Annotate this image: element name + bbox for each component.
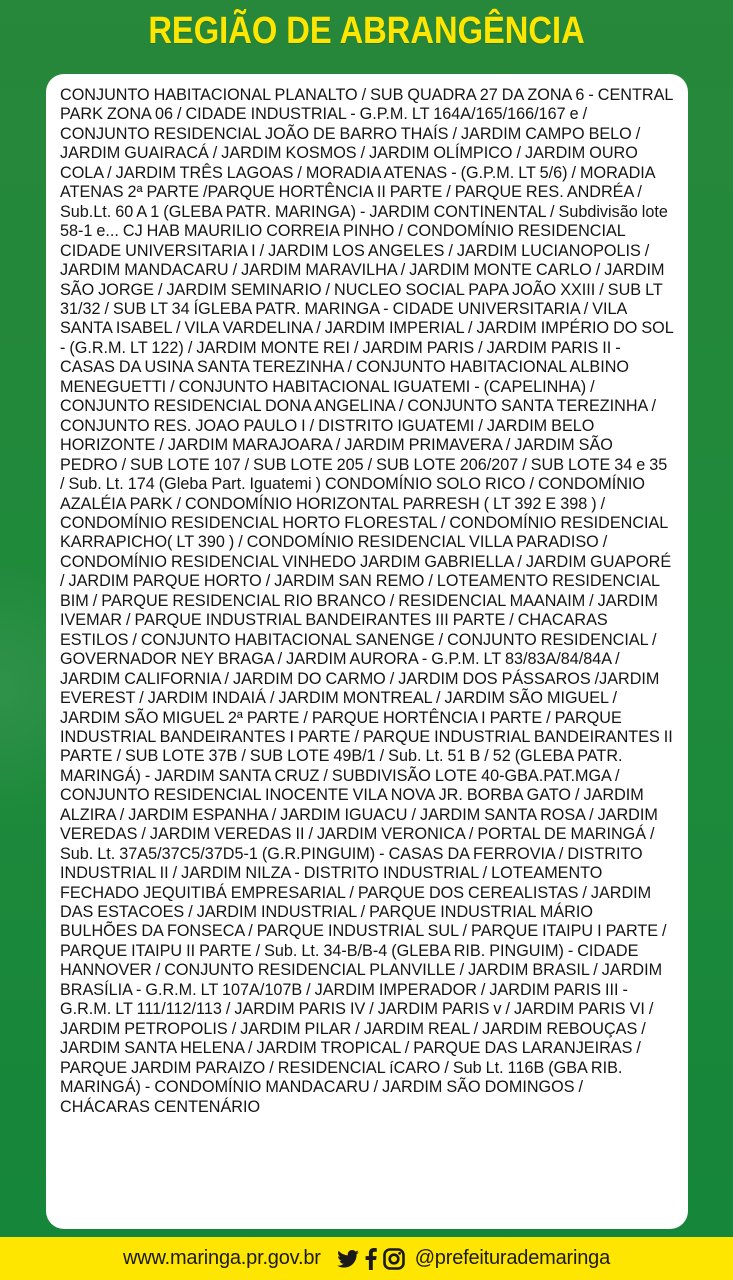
website-link[interactable]: www.maringa.pr.gov.br bbox=[122, 1247, 321, 1269]
page-title: REGIÃO DE ABRANGÊNCIA bbox=[148, 10, 585, 52]
twitter-icon[interactable] bbox=[337, 1250, 359, 1268]
social-handle[interactable]: @prefeiturademaringa bbox=[414, 1247, 611, 1269]
coverage-area-card bbox=[46, 74, 688, 1229]
social-icons bbox=[337, 1248, 405, 1270]
instagram-icon[interactable] bbox=[383, 1248, 405, 1270]
facebook-icon[interactable] bbox=[365, 1248, 377, 1270]
footer-bar bbox=[0, 1237, 733, 1280]
coverage-area-list: CONJUNTO HABITACIONAL PLANALTO / SUB QUADRA 27 DA ZONA 6 - CENTRAL PARK ZONA 06 / CIDADE INDUSTRIAL - G.P.M. LT 164A/165/166/167 e / CONJUNTO RESIDENCIAL JOÃO DE BARRO THAÍS / JARDIM CAMPO BELO / JARDIM GUAIRACÁ / JARDIM KOSMOS / JARDIM OLÍMPICO / JARDIM OURO COLA / JARDIM TRÊS LAGOAS / MORADIA ATENAS - (G.P.M. LT 5/6) / MORADIA ATENAS 2ª PARTE /PARQUE HORTÊNCIA II PARTE / PARQUE RES. ANDRÉA / Sub.Lt. 60 A 1 (GLEBA PATR. MARINGA) - JARDIM CONTINENTAL / Subdivisão lote 58-1 e... CJ HAB MAURILIO CORREIA PINHO / CONDOMÍNIO RESIDENCIAL CIDADE UNIVERSITARIA I / JARDIM LOS ANGELES / JARDIM LUCIANOPOLIS / JARDIM MANDACARU / JARDIM MARAVILHA / JARDIM MONTE CARLO / JARDIM SÃO JORGE / JARDIM SEMINARIO / NUCLEO SOCIAL PAPA JOÃO XXIII / SUB LT 31/32 / SUB LT 34 ÍGLEBA PATR. MARINGA - CIDADE UNIVERSITARIA / VILA SANTA ISABEL / VILA VARDELINA / JARDIM IMPERIAL / JARDIM IMPÉRIO DO SOL - (G.R.M. LT 122) / JARDIM MONTE REI / JARDIM PARIS / JARDIM PARIS II - CASAS DA USINA SANTA TEREZINHA / CONJUNTO HABITACIONAL ALBINO MENEGUETTI / CONJUNTO HABITACIONAL IGUATEMI - (CAPELINHA) / CONJUNTO RESIDENCIAL DONA ANGELINA / CONJUNTO SANTA TEREZINHA / CONJUNTO RES. JOAO PAULO I / DISTRITO IGUATEMI / JARDIM BELO HORIZONTE / JARDIM MARAJOARA / JARDIM PRIMAVERA / JARDIM SÃO PEDRO / SUB LOTE 107 / SUB LOTE 205 / SUB LOTE 206/207 / SUB LOTE 34 e 35 / Sub. Lt. 174 (Gleba Part. Iguatemi ) CONDOMÍNIO SOLO RICO / CONDOMÍNIO AZALÉIA PARK / CONDOMÍNIO HORIZONTAL PARRESH ( LT 392 E 398 ) / CONDOMÍNIO RESIDENCIAL HORTO FLORESTAL / CONDOMÍNIO RESIDENCIAL KARRAPICHO( LT 390 ) / CONDOMÍNIO RESIDENCIAL VILLA PARADISO / CONDOMÍNIO RESIDENCIAL VINHEDO JARDIM GABRIELLA / JARDIM GUAPORÉ / JARDIM PARQUE HORTO / JARDIM SAN REMO / LOTEAMENTO RESIDENCIAL BIM / PARQUE RESIDENCIAL RIO BRANCO / RESIDENCIAL MAANAIM / JARDIM IVEMAR / PARQUE INDUSTRIAL BANDEIRANTES III PARTE / CHACARAS ESTILOS / CONJUNTO HABITACIONAL SANENGE / CONJUNTO RESIDENCIAL / GOVERNADOR NEY BRAGA / JARDIM AURORA - G.P.M. LT 83/83A/84/84A / JARDIM CALIFORNIA / JARDIM DO CARMO / JARDIM DOS PÁSSAROS /JARDIM EVEREST / JARDIM INDAIÁ / JARDIM MONTREAL / JARDIM SÃO MIGUEL / JARDIM SÃO MIGUEL 2ª PARTE / PARQUE HORTÊNCIA I PARTE / PARQUE INDUSTRIAL BANDEIRANTES I PARTE / PARQUE INDUSTRIAL BANDEIRANTES II PARTE / SUB LOTE 37B / SUB LOTE 49B/1 / Sub. Lt. 51 B / 52 (GLEBA PATR. MARINGÁ) - JARDIM SANTA CRUZ / SUBDIVISÃO LOTE 40-GBA.PAT.MGA / CONJUNTO RESIDENCIAL INOCENTE VILA NOVA JR. BORBA GATO / JARDIM ALZIRA / JARDIM ESPANHA / JARDIM IGUACU / JARDIM SANTA ROSA / JARDIM VEREDAS / JARDIM VEREDAS II / JARDIM VERONICA / PORTAL DE MARINGÁ / Sub. Lt. 37A5/37C5/37D5-1 (G.R.PINGUIM) - CASAS DA FERROVIA / DISTRITO INDUSTRIAL II / JARDIM NILZA - DISTRITO INDUSTRIAL / LOTEAMENTO FECHADO JEQUITIBÁ EMPRESARIAL / PARQUE DOS CEREALISTAS / JARDIM DAS ESTACOES / JARDIM INDUSTRIAL / PARQUE INDUSTRIAL MÁRIO BULHÕES DA FONSECA / PARQUE INDUSTRIAL SUL / PARQUE ITAIPU I PARTE / PARQUE ITAIPU II PARTE / Sub. Lt. 34-B/B-4 (GLEBA RIB. PINGUIM) - CIDADE HANNOVER / CONJUNTO RESIDENCIAL PLANVILLE / JARDIM BRASIL / JARDIM BRASÍLIA - G.R.M. LT 107A/107B / JARDIM IMPERADOR / JARDIM PARIS III - G.R.M. LT 111/112/113 / JARDIM PARIS IV / JARDIM PARIS v / JARDIM PARIS VI / JARDIM PETROPOLIS / JARDIM PILAR / JARDIM REAL / JARDIM REBOUÇAS / JARDIM SANTA HELENA / JARDIM TROPICAL / PARQUE DAS LARANJEIRAS / PARQUE JARDIM PARAIZO / RESIDENCIAL íCARO / Sub Lt. 116B (GBA RIB. MARINGÁ) - CONDOMÍNIO MANDACARU / JARDIM SÃO DOMINGOS / CHÁCARAS CENTENÁRIO bbox=[60, 86, 674, 1116]
